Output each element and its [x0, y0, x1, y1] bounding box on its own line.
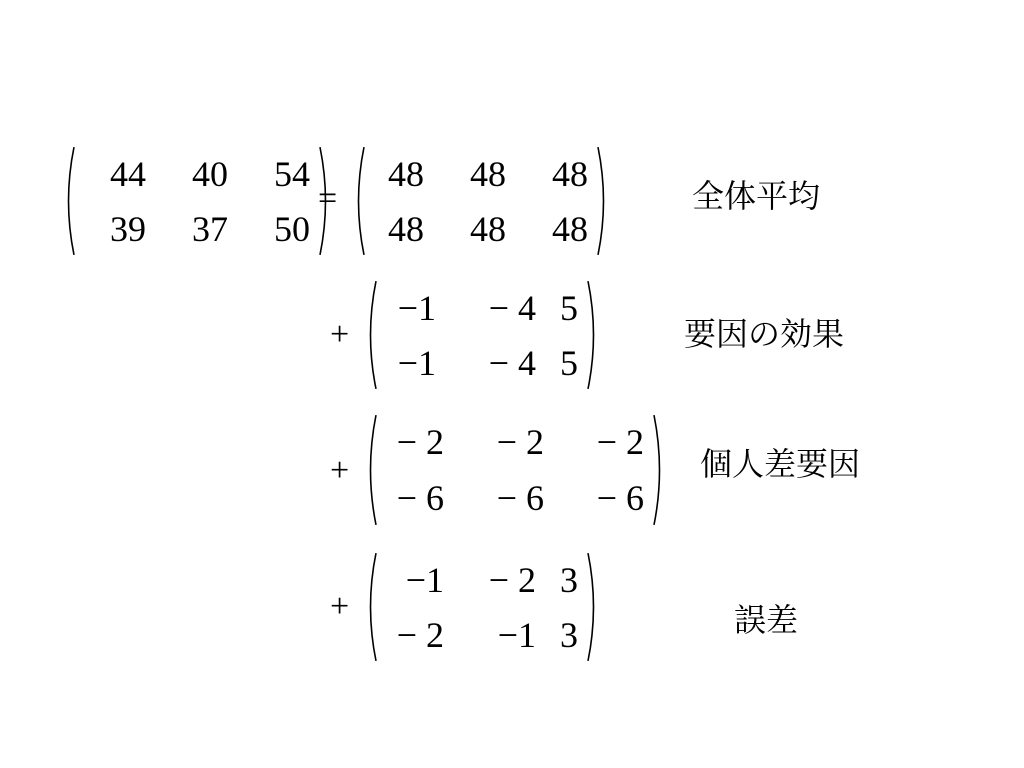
left-paren — [352, 146, 366, 256]
matrix-cell: 54 — [274, 153, 310, 194]
plus-sign: + — [330, 588, 350, 625]
matrix-cell: −1 — [405, 559, 444, 600]
label-grand-mean: 全体平均 — [692, 177, 821, 215]
plus-sign: + — [330, 452, 350, 489]
matrix-cell: 40 — [192, 153, 228, 194]
matrix-cell: 48 — [470, 153, 506, 194]
matrix-cell: −1 — [497, 614, 536, 655]
label-individual-difference: 個人差要因 — [700, 445, 861, 483]
matrix-factor-effect — [364, 280, 600, 390]
matrix-cell: −1 — [397, 287, 436, 328]
left-paren — [364, 280, 378, 390]
label-error: 誤差 — [734, 601, 799, 639]
matrix-cell: 39 — [110, 208, 146, 249]
matrix-cell: 48 — [388, 153, 424, 194]
matrix-cell: − 6 — [396, 478, 444, 518]
matrix-cell: 50 — [274, 208, 310, 249]
matrix-error — [364, 552, 600, 662]
matrix-observed — [62, 146, 332, 256]
matrix-cell: 3 — [560, 559, 578, 600]
matrix-cell: 48 — [388, 208, 424, 249]
matrix-individual-difference — [364, 414, 666, 526]
label-factor-effect: 要因の効果 — [684, 315, 845, 353]
left-paren — [62, 146, 76, 256]
matrix-cell: 48 — [552, 153, 588, 194]
matrix-cell: − 2 — [596, 422, 644, 462]
matrix-cell: − 2 — [396, 422, 444, 462]
left-paren — [364, 552, 378, 662]
matrix-cell: − 2 — [396, 614, 444, 655]
matrix-cell: 48 — [470, 208, 506, 249]
matrix-cell: − 6 — [496, 478, 544, 518]
matrix-cell: −1 — [397, 342, 436, 383]
matrix-cell: 3 — [560, 614, 578, 655]
right-paren — [586, 280, 600, 390]
right-paren — [586, 552, 600, 662]
matrix-cell: 5 — [560, 287, 578, 328]
plus-sign: + — [330, 316, 350, 353]
matrix-cell: 5 — [560, 342, 578, 383]
matrix-cell: − 2 — [488, 559, 536, 600]
matrix-cell: 44 — [110, 153, 146, 194]
matrix-cell: 37 — [192, 208, 228, 249]
matrix-cell: − 4 — [488, 287, 536, 328]
right-paren — [596, 146, 610, 256]
matrix-cell: − 2 — [496, 422, 544, 462]
matrix-cell: 48 — [552, 208, 588, 249]
left-paren — [364, 414, 378, 526]
right-paren — [652, 414, 666, 526]
equals-sign: = — [318, 180, 338, 217]
matrix-cell: − 6 — [596, 478, 644, 518]
matrix-cell: − 4 — [488, 342, 536, 383]
matrix-grand-mean — [352, 146, 610, 256]
